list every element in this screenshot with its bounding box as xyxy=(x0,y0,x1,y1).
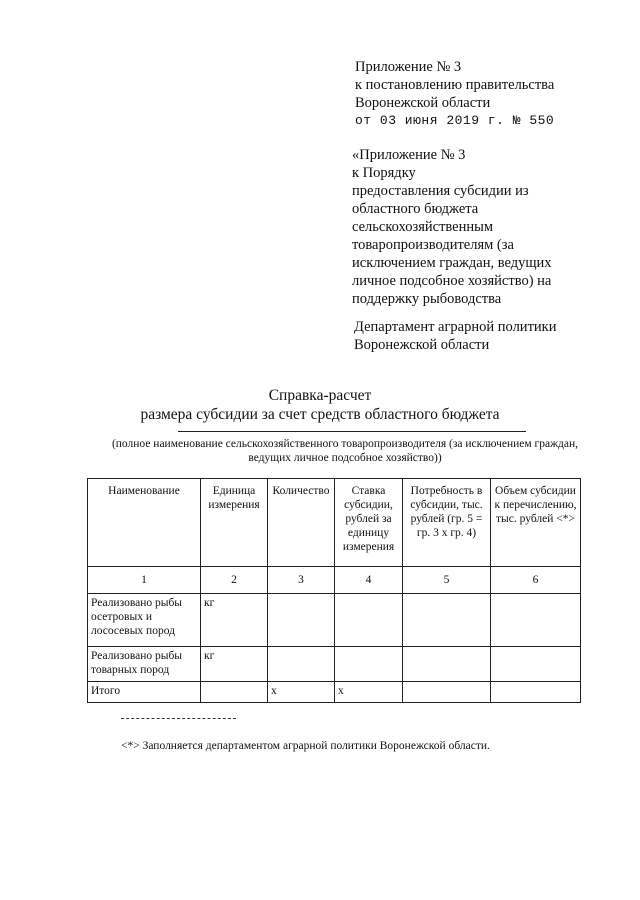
column-number-cell: 5 xyxy=(403,567,491,594)
table-cell xyxy=(491,647,581,682)
table-header-cell: Объем субсидии к перечислению, тыс. рублей <*> xyxy=(491,479,581,567)
table-cell xyxy=(491,594,581,647)
column-number-cell: 3 xyxy=(268,567,335,594)
order-line: к Порядку xyxy=(352,165,416,181)
producer-name-caption xyxy=(95,437,595,465)
title-line: размера субсидии за счет средств областного бюджета xyxy=(140,406,500,423)
table-header-cell: Количество xyxy=(268,479,335,567)
order-reference xyxy=(352,146,552,308)
table-cell xyxy=(268,647,335,682)
table-row-total xyxy=(88,682,581,703)
table-cell xyxy=(201,682,268,703)
table-header-cell: Ставка субсидии, рублей за единицу измерения xyxy=(335,479,403,567)
column-number-cell: 4 xyxy=(335,567,403,594)
caption-line: ведущих личное подсобное хозяйство)) xyxy=(248,452,442,464)
appendix-date-number: от 03 июня 2019 г. № 550 xyxy=(355,113,555,128)
table-cell xyxy=(335,594,403,647)
order-line: поддержку рыбоводства xyxy=(352,291,502,307)
table-cell xyxy=(335,647,403,682)
department-addressee xyxy=(354,318,556,354)
order-line: областного бюджета xyxy=(352,201,479,217)
document-title xyxy=(0,386,640,424)
department-line: Департамент аграрной политики xyxy=(354,319,557,335)
title-line: Справка-расчет xyxy=(268,387,372,404)
order-line: исключением граждан, ведущих xyxy=(352,255,552,271)
table-header-cell: Единица измерения xyxy=(201,479,268,567)
subsidy-calculation-table xyxy=(87,478,581,703)
table-cell xyxy=(403,647,491,682)
column-number-cell: 2 xyxy=(201,567,268,594)
appendix-resolution-ref: к постановлению правительства xyxy=(355,77,555,93)
table-cell xyxy=(403,682,491,703)
table-cell: Итого xyxy=(88,682,201,703)
table-row xyxy=(88,594,581,647)
table-cell: x xyxy=(268,682,335,703)
table-cell: кг xyxy=(201,647,268,682)
column-number-cell: 1 xyxy=(88,567,201,594)
table-cell: кг xyxy=(201,594,268,647)
footnote-separator xyxy=(121,718,236,719)
table-cell xyxy=(268,594,335,647)
table-row xyxy=(88,647,581,682)
order-line: сельскохозяйственным xyxy=(352,219,494,235)
caption-line: (полное наименование сельскохозяйственного товаропроизводителя (за исключением граждан, xyxy=(111,438,579,450)
order-line: «Приложение № 3 xyxy=(352,147,466,163)
department-line: Воронежской области xyxy=(354,337,490,353)
table-cell xyxy=(403,594,491,647)
appendix-number: Приложение № 3 xyxy=(355,59,462,75)
order-line: личное подсобное хозяйство) на xyxy=(352,273,552,289)
appendix-header xyxy=(355,58,554,130)
table-cell: Реализовано рыбы осетровых и лососевых пород xyxy=(88,594,201,647)
table-column-numbers-row xyxy=(88,567,581,594)
table-cell: x xyxy=(335,682,403,703)
table-cell: Реализовано рыбы товарных пород xyxy=(88,647,201,682)
order-line: товаропроизводителям (за xyxy=(352,237,514,253)
table-header-cell: Наименование xyxy=(88,479,201,567)
table-header-cell: Потребность в субсидии, тыс. рублей (гр. 5 = гр. 3 x гр. 4) xyxy=(403,479,491,567)
column-number-cell: 6 xyxy=(491,567,581,594)
table-cell xyxy=(491,682,581,703)
producer-name-blank-line xyxy=(178,431,526,432)
appendix-region: Воронежской области xyxy=(355,95,491,111)
order-line: предоставления субсидии из xyxy=(352,183,529,199)
footnote: <*> Заполняется департаментом аграрной политики Воронежской области. xyxy=(121,740,490,752)
table-header-row xyxy=(88,479,581,567)
